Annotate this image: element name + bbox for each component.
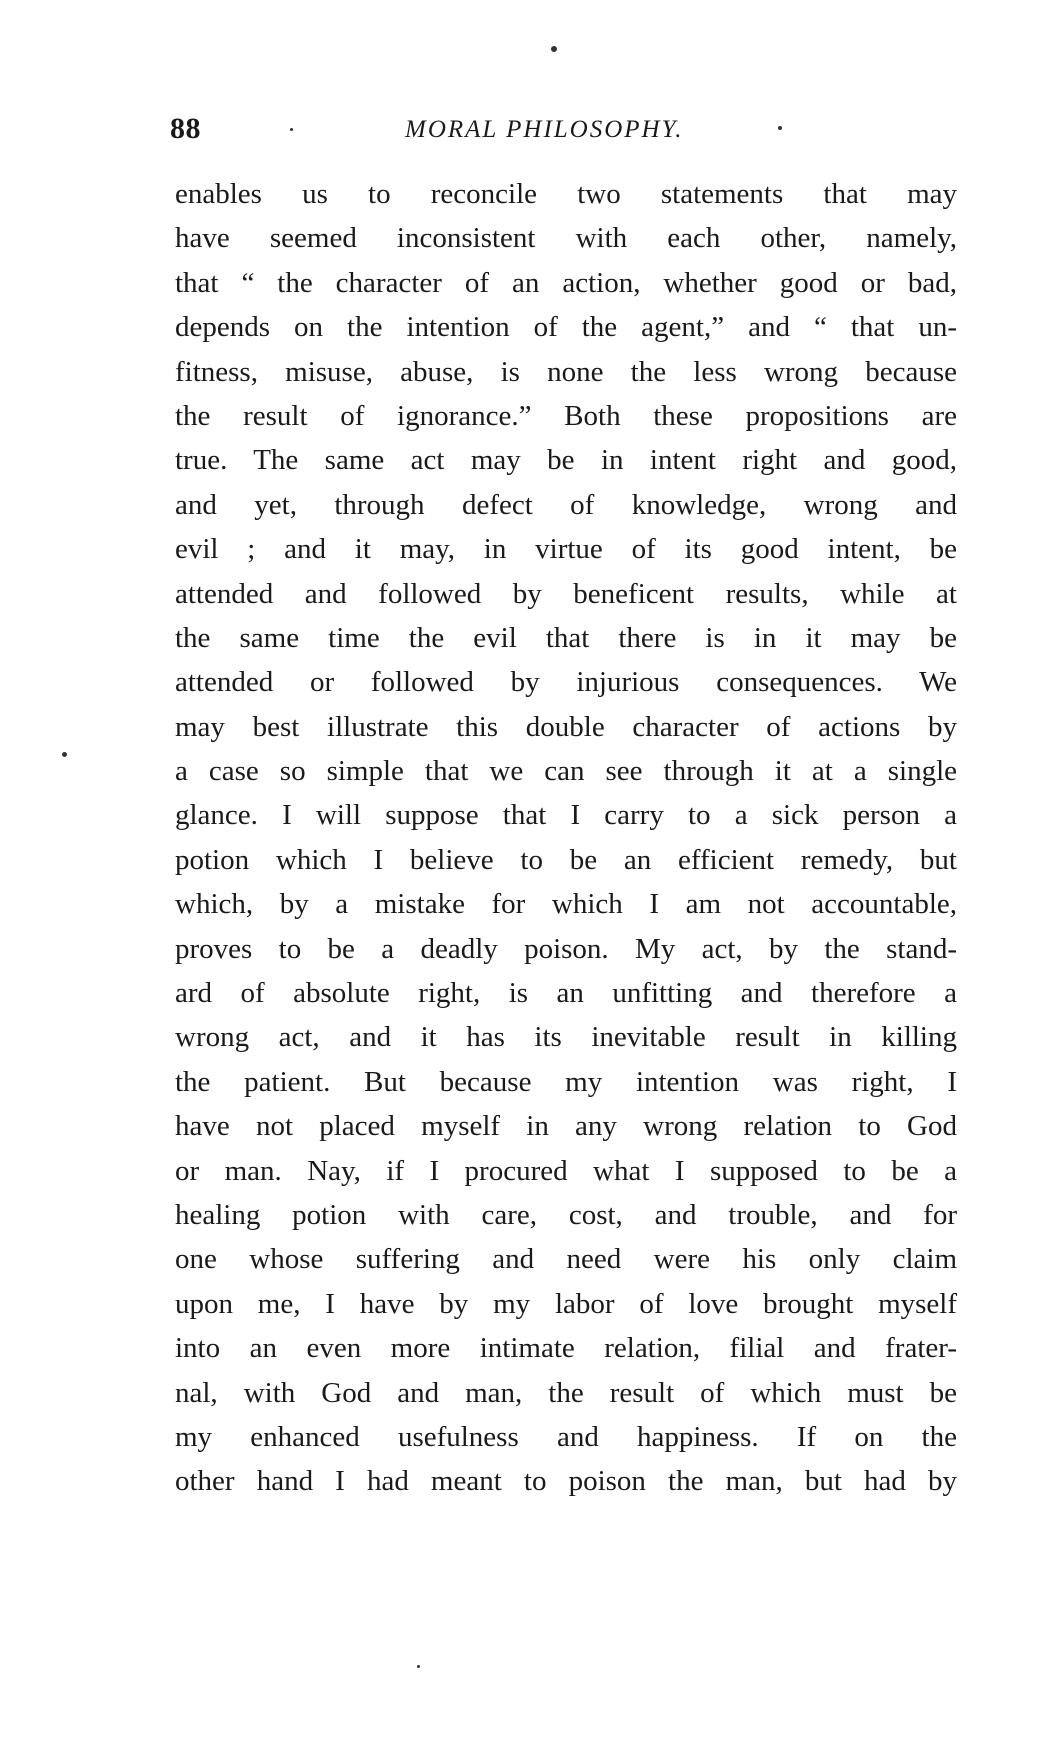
text-line: the patient. But because my intention was right, I bbox=[175, 1065, 957, 1098]
text-line: ard of absolute right, is an unfitting and therefore a bbox=[175, 977, 957, 1010]
text-line: into an even more intimate relation, filial and frater- bbox=[175, 1332, 957, 1365]
text-line: other hand I had meant to poison the man, but had by bbox=[175, 1465, 957, 1498]
text-line: evil ; and it may, in virtue of its good intent, be bbox=[175, 533, 957, 566]
text-line: depends on the intention of the agent,” and “ that un- bbox=[175, 311, 957, 344]
text-line: have not placed myself in any wrong relation to God bbox=[175, 1110, 957, 1143]
text-line: upon me, I have by my labor of love brought myself bbox=[175, 1287, 957, 1320]
text-line: attended and followed by beneficent results, while at bbox=[175, 577, 957, 610]
text-line: one whose suffering and need were his only claim bbox=[175, 1243, 957, 1276]
text-line: wrong act, and it has its inevitable result in killing bbox=[175, 1021, 957, 1054]
text-line: potion which I believe to be an efficient remedy, but bbox=[175, 843, 957, 876]
text-line: nal, with God and man, the result of which must be bbox=[175, 1376, 957, 1409]
text-line: a case so simple that we can see through it at a single bbox=[175, 755, 957, 788]
scan-speck bbox=[62, 752, 67, 757]
page-number: 88 bbox=[170, 112, 201, 145]
running-title: MORAL PHILOSOPHY. bbox=[405, 116, 684, 143]
text-line: which, by a mistake for which I am not accountable, bbox=[175, 888, 957, 921]
scan-speck bbox=[417, 1665, 420, 1668]
text-line: my enhanced usefulness and happiness. If on the bbox=[175, 1420, 957, 1453]
text-line: healing potion with care, cost, and trouble, and for bbox=[175, 1198, 957, 1231]
text-line: attended or followed by injurious consequences. We bbox=[175, 666, 957, 699]
text-line: the result of ignorance.” Both these propositions are bbox=[175, 399, 957, 432]
text-line: that “ the character of an action, whether good or bad, bbox=[175, 266, 957, 299]
text-line: and yet, through defect of knowledge, wrong and bbox=[175, 488, 957, 521]
text-line: glance. I will suppose that I carry to a sick person a bbox=[175, 799, 957, 832]
running-head bbox=[170, 112, 964, 152]
text-line: have seemed inconsistent with each other, namely, bbox=[175, 222, 957, 255]
text-line: fitness, misuse, abuse, is none the less wrong because bbox=[175, 355, 957, 388]
text-line: may best illustrate this double character of actions by bbox=[175, 710, 957, 743]
text-line: proves to be a deadly poison. My act, by the stand- bbox=[175, 932, 957, 965]
text-line: true. The same act may be in intent right and good, bbox=[175, 444, 957, 477]
text-line: or man. Nay, if I procured what I supposed to be a bbox=[175, 1154, 957, 1187]
text-line: the same time the evil that there is in it may be bbox=[175, 621, 957, 654]
text-line: enables us to reconcile two statements that may bbox=[175, 178, 957, 210]
body-text bbox=[175, 172, 957, 1504]
scan-speck bbox=[551, 46, 557, 52]
